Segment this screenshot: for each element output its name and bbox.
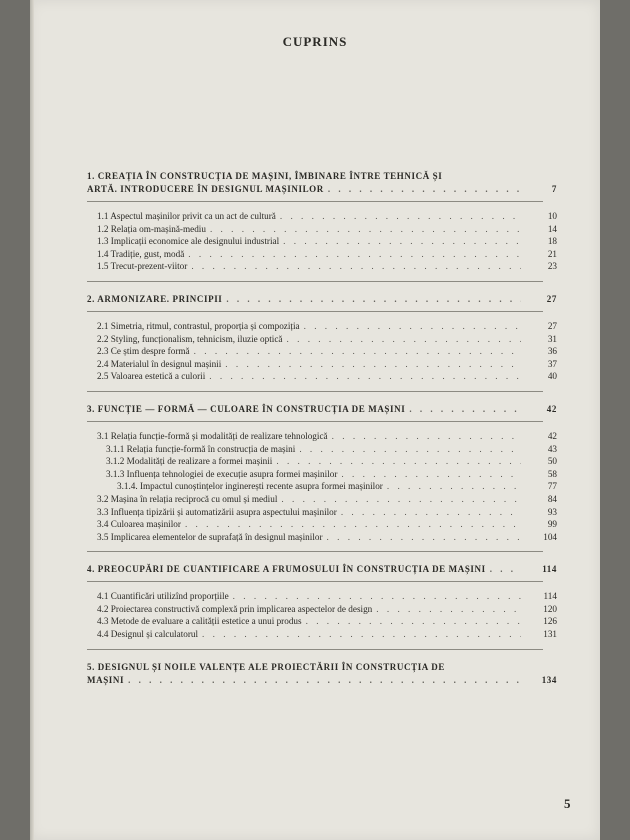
toc-section bbox=[87, 293, 557, 392]
entry-page-number: 31 bbox=[547, 333, 557, 344]
entry-page-number: 84 bbox=[547, 493, 557, 504]
entry-page-number: 114 bbox=[542, 564, 557, 575]
entry-title: 4.3 Metode de evaluare a calității estetice a unui produs bbox=[97, 616, 302, 627]
toc-entry bbox=[87, 506, 557, 519]
entry-title: 2. ARMONIZARE. PRINCIPII bbox=[87, 293, 223, 304]
entry-title: 2.2 Styling, funcționalism, tehnicism, iluzie optică bbox=[97, 333, 283, 344]
dot-leader bbox=[327, 531, 521, 544]
entry-title: 3.1.1 Relația funcție-formă în construcția de mașini bbox=[106, 443, 296, 454]
section-divider bbox=[87, 391, 543, 392]
toc-entry bbox=[87, 590, 557, 603]
dot-leader bbox=[185, 518, 521, 531]
dot-leader bbox=[287, 333, 521, 346]
entry-title: 2.1 Simetria, ritmul, contrastul, proporția și compoziția bbox=[97, 320, 300, 331]
toc-entry bbox=[87, 518, 557, 531]
entry-title: 3.1 Relația funcție-formă și modalități de realizare tehnologică bbox=[97, 430, 328, 441]
entry-page-number: 93 bbox=[547, 506, 557, 517]
entry-title: 1. CREAȚIA ÎN CONSTRUCȚIA DE MAȘINI, ÎMBINARE ÎNTRE TEHNICĂ ȘI bbox=[87, 171, 443, 181]
section-divider bbox=[87, 551, 543, 552]
entry-page-number: 58 bbox=[547, 468, 557, 479]
toc-section bbox=[87, 170, 557, 282]
toc-entry bbox=[87, 480, 557, 493]
dot-leader bbox=[387, 480, 521, 493]
entry-page-number: 104 bbox=[543, 531, 557, 542]
toc-entry bbox=[87, 333, 557, 346]
toc-entry bbox=[87, 455, 557, 468]
entry-page-number: 18 bbox=[547, 236, 557, 247]
section-divider bbox=[87, 311, 543, 312]
toc-entry bbox=[87, 223, 557, 236]
entry-page-number: 27 bbox=[546, 293, 557, 304]
section-heading bbox=[87, 403, 557, 416]
toc-entry bbox=[87, 603, 557, 616]
dot-leader bbox=[306, 615, 521, 628]
dot-leader bbox=[341, 506, 521, 519]
toc-entry bbox=[87, 615, 557, 628]
entry-title: 3.1.2 Modalități de realizare a formei mașinii bbox=[106, 456, 273, 467]
toc-entry bbox=[87, 260, 557, 273]
dot-leader bbox=[280, 210, 521, 223]
entry-page-number: 36 bbox=[547, 346, 557, 357]
entry-title: 4.1 Cuantificări utilizînd proporțiile bbox=[97, 591, 229, 602]
entry-page-number: 10 bbox=[547, 211, 557, 221]
section-heading bbox=[87, 661, 557, 674]
toc-entry bbox=[87, 370, 557, 383]
entry-page-number: 50 bbox=[547, 456, 557, 467]
toc-section bbox=[87, 403, 557, 552]
page-number: 5 bbox=[564, 796, 571, 811]
dot-leader bbox=[283, 235, 521, 248]
section-heading bbox=[87, 170, 557, 183]
entry-page-number: 21 bbox=[547, 248, 557, 259]
dot-leader bbox=[210, 223, 521, 236]
dot-leader bbox=[194, 345, 521, 358]
section-heading bbox=[87, 563, 557, 576]
section-divider bbox=[87, 581, 543, 582]
dot-leader bbox=[276, 455, 521, 468]
toc-section bbox=[87, 661, 557, 687]
toc-entry bbox=[87, 235, 557, 248]
entry-page-number: 40 bbox=[547, 371, 557, 382]
entry-page-number: 134 bbox=[541, 674, 557, 685]
dot-leader bbox=[226, 293, 521, 306]
dot-leader bbox=[376, 603, 521, 616]
dot-leader bbox=[202, 628, 521, 641]
entry-page-number: 77 bbox=[547, 481, 557, 492]
toc-entry bbox=[87, 531, 557, 544]
dot-leader bbox=[209, 370, 521, 383]
dot-leader bbox=[188, 248, 521, 261]
entry-title: 1.5 Trecut-prezent-viitor bbox=[97, 261, 188, 272]
entry-page-number: 99 bbox=[547, 519, 557, 530]
entry-page-number: 131 bbox=[543, 629, 557, 640]
section-divider bbox=[87, 421, 543, 422]
entry-title: 2.3 Ce știm despre formă bbox=[97, 346, 190, 357]
section-divider bbox=[87, 649, 543, 650]
section-divider bbox=[87, 201, 543, 202]
entry-title: 3.4 Culoarea mașinilor bbox=[97, 519, 181, 530]
toc-entry bbox=[87, 493, 557, 506]
entry-page-number: 120 bbox=[543, 603, 557, 614]
entry-page-number: 37 bbox=[547, 358, 557, 369]
toc-entry bbox=[87, 468, 557, 481]
entry-page-number: 126 bbox=[543, 616, 557, 627]
dot-leader bbox=[233, 590, 521, 603]
entry-title: 4.4 Designul și calculatorul bbox=[97, 629, 199, 640]
entry-title: 3. FUNCȚIE — FORMĂ — CULOARE ÎN CONSTRUCȚIA DE MAȘINI bbox=[87, 403, 406, 414]
toc-section bbox=[87, 563, 557, 649]
table-of-contents bbox=[87, 170, 557, 698]
dot-leader bbox=[191, 260, 521, 273]
toc-entry bbox=[87, 345, 557, 358]
entry-title: 1.3 Implicații economice ale designului industrial bbox=[97, 236, 280, 247]
toc-entry bbox=[87, 358, 557, 371]
toc-entry bbox=[87, 320, 557, 333]
entry-title: 3.3 Influența tipizării și automatizării asupra aspectului mașinilor bbox=[97, 506, 337, 517]
section-divider bbox=[87, 281, 543, 282]
entry-title: 5. DESIGNUL ȘI NOILE VALENȚE ALE PROIECTĂRII ÎN CONSTRUCȚIA DE bbox=[87, 661, 445, 672]
entry-page-number: 43 bbox=[547, 443, 557, 454]
section-heading bbox=[87, 183, 557, 196]
toc-entry bbox=[87, 248, 557, 261]
entry-page-number: 114 bbox=[543, 591, 557, 602]
toc-entry bbox=[87, 628, 557, 641]
entry-title: 4. PREOCUPĂRI DE CUANTIFICARE A FRUMOSULUI ÎN CONSTRUCȚIA DE MAȘINI bbox=[87, 564, 486, 575]
entry-title: 3.2 Mașina în relația reciprocă cu omul și mediul bbox=[97, 493, 278, 504]
dot-leader bbox=[332, 430, 521, 443]
section-heading bbox=[87, 293, 557, 306]
entry-page-number: 7 bbox=[551, 184, 557, 194]
entry-page-number: 27 bbox=[547, 320, 557, 331]
entry-page-number: 42 bbox=[546, 403, 557, 414]
section-heading bbox=[87, 674, 557, 687]
book-page bbox=[30, 0, 600, 840]
toc-entry bbox=[87, 430, 557, 443]
entry-title: 1.1 Aspectul mașinilor privit ca un act de cultură bbox=[97, 211, 276, 221]
toc-entry bbox=[87, 210, 557, 223]
entry-title: 3.5 Implicarea elementelor de suprafață în designul mașinilor bbox=[97, 531, 323, 542]
entry-title: 4.2 Proiectarea constructivă complexă prin implicarea aspectelor de design bbox=[97, 603, 373, 614]
dot-leader bbox=[304, 320, 521, 333]
entry-title: 2.5 Valoarea estetică a culorii bbox=[97, 371, 206, 382]
dot-leader bbox=[128, 674, 521, 687]
dot-leader bbox=[409, 403, 521, 416]
entry-page-number: 23 bbox=[547, 261, 557, 272]
dot-leader bbox=[281, 493, 521, 506]
page-binding-edge bbox=[30, 0, 34, 840]
entry-title: 2.4 Materialul în designul mașinii bbox=[97, 358, 222, 369]
dot-leader bbox=[490, 563, 521, 576]
entry-page-number: 42 bbox=[547, 430, 557, 441]
entry-title: 1.2 Relația om-mașină-mediu bbox=[97, 223, 206, 234]
dot-leader bbox=[328, 183, 521, 196]
entry-title: 3.1.4. Impactul cunoștințelor inginerești recente asupra formei mașinilor bbox=[117, 481, 383, 492]
dot-leader bbox=[299, 443, 521, 456]
dot-leader bbox=[341, 468, 521, 481]
entry-title: 3.1.3 Influența tehnologiei de execuție asupra formei mașinilor bbox=[106, 468, 338, 479]
entry-title: ARTĂ. INTRODUCERE ÎN DESIGNUL MAȘINILOR bbox=[87, 184, 324, 194]
entry-title: 1.4 Tradiție, gust, modă bbox=[97, 248, 185, 259]
entry-title: MAȘINI bbox=[87, 674, 125, 685]
dot-leader bbox=[225, 358, 521, 371]
toc-entry bbox=[87, 443, 557, 456]
page-title: CUPRINS bbox=[282, 34, 348, 49]
entry-page-number: 14 bbox=[547, 223, 557, 234]
